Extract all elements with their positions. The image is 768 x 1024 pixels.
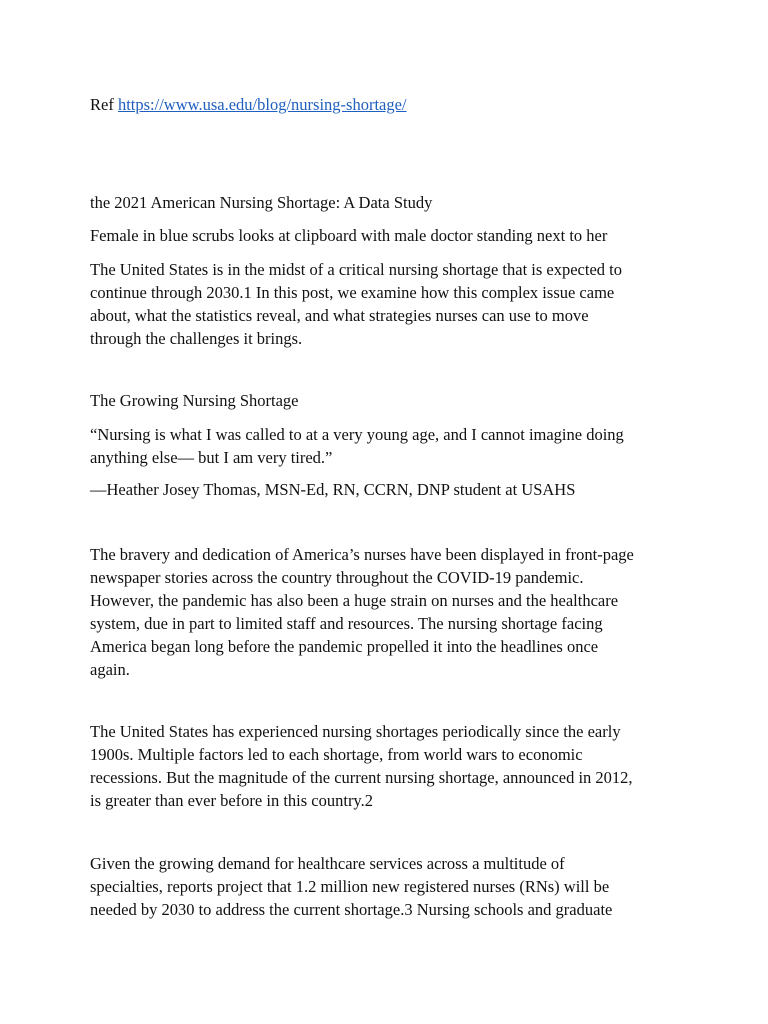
intro-line: through the challenges it brings.: [90, 329, 303, 348]
article-title: the 2021 American Nursing Shortage: A Data Study: [90, 193, 433, 212]
section-heading: The Growing Nursing Shortage: [90, 391, 299, 410]
paragraph-line: needed by 2030 to address the current shortage.3 Nursing schools and graduate: [90, 900, 613, 919]
intro-line: The United States is in the midst of a critical nursing shortage that is expected to: [90, 260, 622, 279]
paragraph-line: 1900s. Multiple factors led to each shortage, from world wars to economic: [90, 745, 583, 764]
paragraph-history: [90, 720, 690, 812]
paragraph-pandemic: [90, 543, 690, 681]
paragraph-line: America began long before the pandemic propelled it into the headlines once: [90, 637, 599, 656]
paragraph-line: is greater than ever before in this country.2: [90, 791, 373, 810]
paragraph-demand: [90, 852, 690, 921]
paragraph-line: system, due in part to limited staff and resources. The nursing shortage facing: [90, 614, 603, 633]
intro-paragraph: [90, 258, 690, 350]
paragraph-line: newspaper stories across the country throughout the COVID-19 pandemic.: [90, 568, 584, 587]
intro-line: about, what the statistics reveal, and what strategies nurses can use to move: [90, 306, 589, 325]
reference-line: [90, 94, 407, 116]
quote-line: anything else— but I am very tired.”: [90, 448, 333, 467]
quote: [90, 423, 690, 469]
quote-line: “Nursing is what I was called to at a very young age, and I cannot imagine doing: [90, 425, 624, 444]
paragraph-line: recessions. But the magnitude of the current nursing shortage, announced in 2012,: [90, 768, 633, 787]
paragraph-line: The United States has experienced nursing shortages periodically since the early: [90, 722, 621, 741]
quote-attribution: —Heather Josey Thomas, MSN-Ed, RN, CCRN, DNP student at USAHS: [90, 480, 576, 499]
paragraph-line: The bravery and dedication of America’s nurses have been displayed in front-page: [90, 545, 634, 564]
image-caption: Female in blue scrubs looks at clipboard with male doctor standing next to her: [90, 226, 608, 245]
paragraph-line: Given the growing demand for healthcare services across a multitude of: [90, 854, 565, 873]
paragraph-line: again.: [90, 660, 130, 679]
intro-line: continue through 2030.1 In this post, we examine how this complex issue came: [90, 283, 615, 302]
paragraph-line: specialties, reports project that 1.2 million new registered nurses (RNs) will be: [90, 877, 610, 896]
paragraph-line: However, the pandemic has also been a huge strain on nurses and the healthcare: [90, 591, 619, 610]
reference-prefix: Ref: [90, 95, 118, 114]
reference-link[interactable]: https://www.usa.edu/blog/nursing-shortage/: [117, 95, 407, 114]
